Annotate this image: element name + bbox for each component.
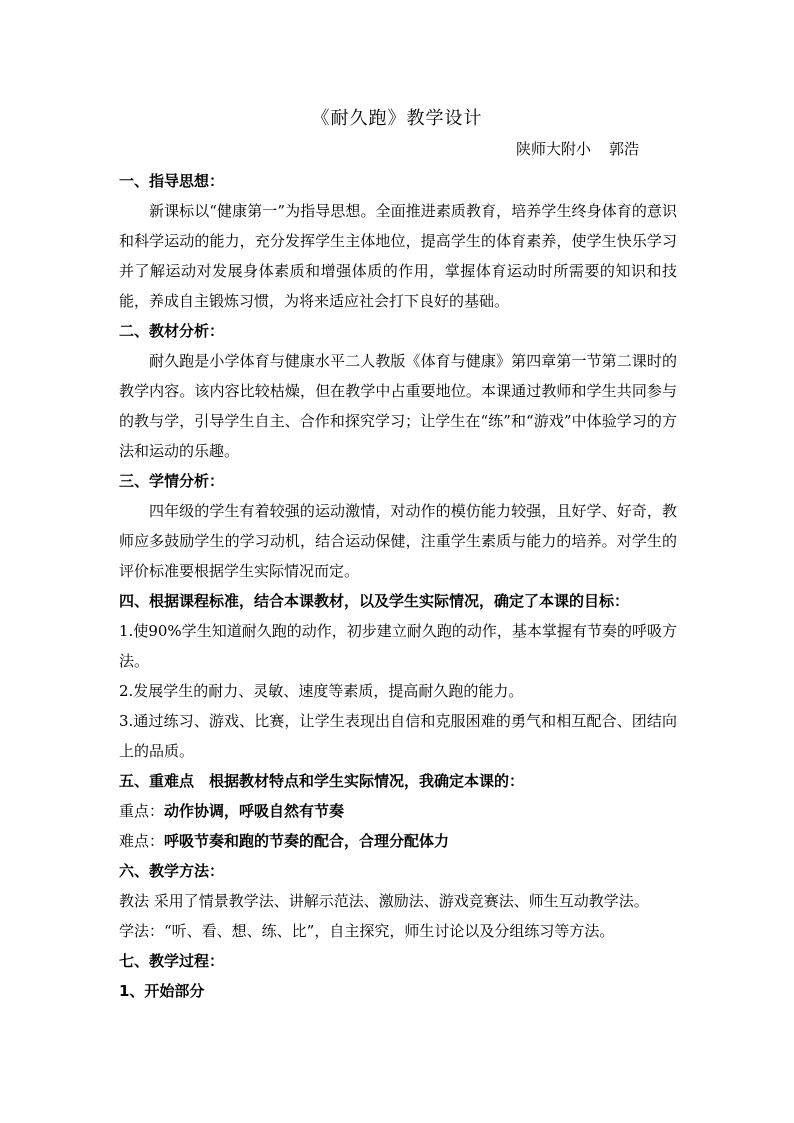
paragraph-guiding-thought: 新课标以“健康第一”为指导思想。全面推进素质教育，培养学生终身体育的意识和科学运动的能力，充分发挥学生主体地位，提高学生的体育素养，使学生快乐学习并了解运动对发展身体素质和增强体质的作用，掌握体育运动时所需要的知识和技能，养成自主锻炼习惯，为将来适应社会打下良好的基础。 (119, 202, 677, 310)
teaching-method-line: 教法 采用了情景教学法、讲解示范法、激励法、游戏竞赛法、师生互动教学法。 (119, 892, 649, 910)
section-heading-teaching-methods: 六、教学方法： (119, 862, 225, 880)
subsection-heading-opening: 1、开始部分 (119, 982, 205, 1000)
learning-method-line: 学法：“听、看、想、练、比”，自主探究，师生讨论以及分组练习等方法。 (119, 922, 615, 940)
document-body (119, 166, 677, 1006)
objective-item-2: 2.发展学生的耐力、灵敏、速度等素质，提高耐久跑的能力。 (119, 682, 524, 700)
objective-item-3: 3.通过练习、游戏、比赛，让学生表现出自信和克服困难的勇气和相互配合、团结向上的品质。 (119, 712, 677, 760)
difficulty-label: 难点： (119, 832, 165, 850)
author-school: 陕师大附小 (516, 140, 592, 158)
section-heading-student-analysis: 三、学情分析： (119, 472, 225, 490)
section-heading-key-points: 五、重难点 根据教材特点和学生实际情况，我确定本课的： (119, 772, 525, 790)
key-point-label: 重点： (119, 802, 165, 820)
key-point-text: 动作协调，呼吸自然有节奏 (164, 802, 345, 820)
section-heading-teaching-process: 七、教学过程： (119, 952, 225, 970)
author-name: 郭浩 (609, 140, 640, 158)
objective-item-1: 1.使90%学生知道耐久跑的动作，初步建立耐久跑的动作，基本掌握有节奏的呼吸方法。 (119, 622, 677, 670)
author-line (516, 138, 639, 159)
section-heading-guiding-thought: 一、指导思想： (119, 172, 225, 190)
difficulty-line (119, 826, 677, 856)
key-point-line (119, 796, 677, 826)
section-heading-material-analysis: 二、教材分析： (119, 322, 225, 340)
paragraph-student-analysis: 四年级的学生有着较强的运动激情，对动作的模仿能力较强，且好学、好奇，教师应多鼓励学生的学习动机，结合运动保健，注重学生素质与能力的培养。对学生的评价标准要根据学生实际情况而定。 (119, 502, 677, 580)
difficulty-text: 呼吸节奏和跑的节奏的配合，合理分配体力 (164, 832, 450, 850)
section-heading-objectives: 四、根据课程标准，结合本课教材，以及学生实际情况，确定了本课的目标： (119, 592, 630, 610)
document-title: 《耐久跑》教学设计 (311, 108, 483, 129)
paragraph-material-analysis: 耐久跑是小学体育与健康水平二人教版《体育与健康》第四章第一节第二课时的教学内容。该内容比较枯燥，但在教学中占重要地位。本课通过教师和学生共同参与的教与学，引导学生自主、合作和探究学习；让学生在“练”和“游戏”中体验学习的方法和运动的乐趣。 (119, 352, 677, 460)
